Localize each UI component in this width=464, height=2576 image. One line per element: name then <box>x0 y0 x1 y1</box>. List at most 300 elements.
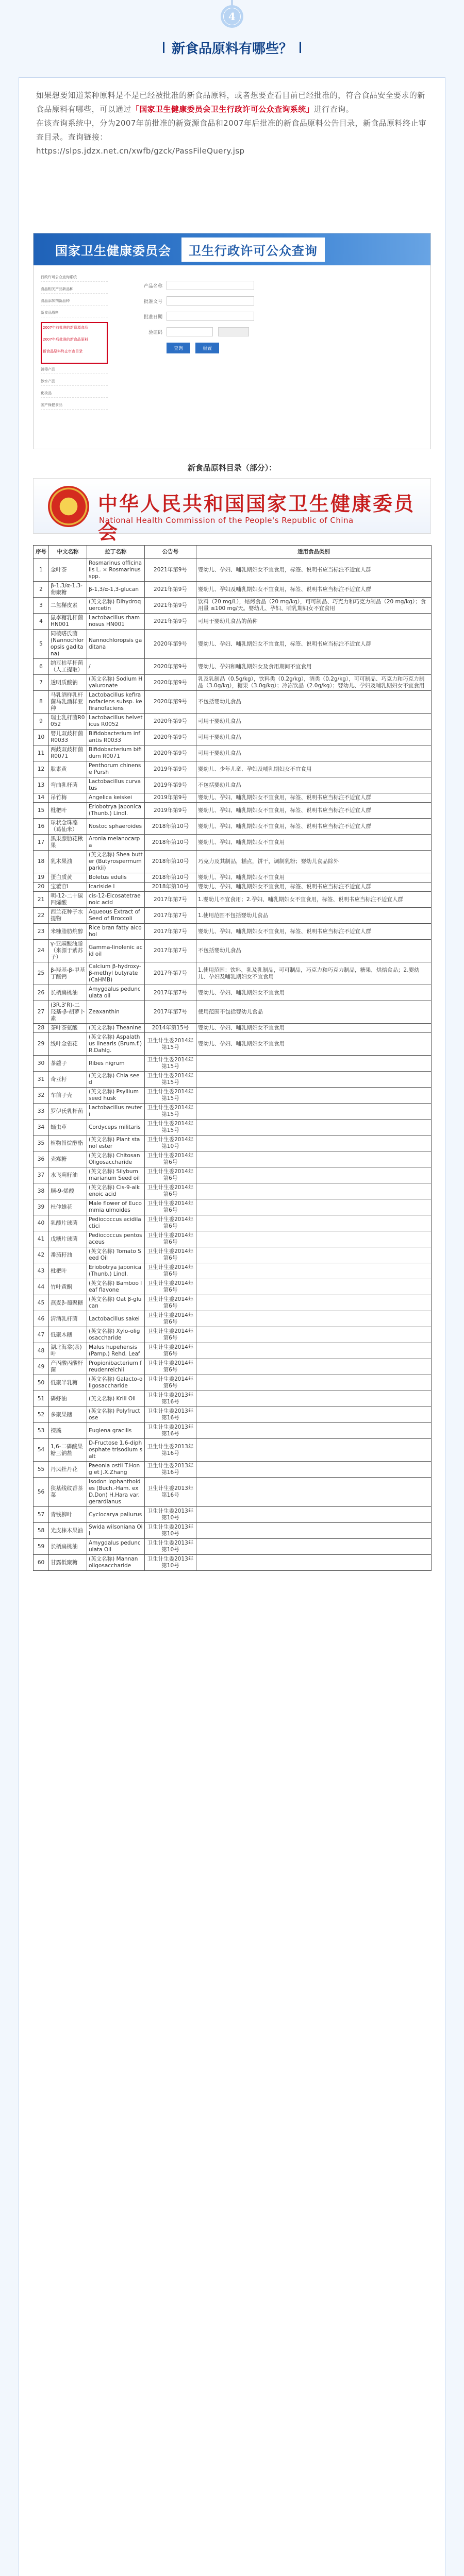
table-row <box>34 1343 432 1359</box>
table-cell: (英文名称) Plant stanol ester <box>87 1136 145 1151</box>
table-row <box>34 1439 432 1462</box>
table-row <box>34 745 432 761</box>
table-cell: β-羟基-β-甲基丁酸钙 <box>49 962 87 985</box>
table-cell: Cordyceps militaris <box>87 1120 145 1136</box>
table-cell: 卫生计生委2014年第6号 <box>145 1231 196 1247</box>
table-cell: 37 <box>34 1167 49 1183</box>
table-row <box>34 1423 432 1439</box>
table-cell: 卫生计生委2013年第10号 <box>145 1555 196 1571</box>
table-cell: 2020年第9号 <box>145 730 196 745</box>
table-row <box>34 582 432 598</box>
table-cell: γ-亚麻酸油脂（来源于紫苏子） <box>49 940 87 962</box>
captcha-input[interactable] <box>167 327 213 336</box>
table-cell: Icariside I <box>87 883 145 892</box>
search-button[interactable]: 查询 <box>167 343 190 353</box>
table-cell: 27 <box>34 1001 49 1024</box>
table-cell: 2017年第7号 <box>145 892 196 908</box>
table-cell: 婴幼儿、孕妇、哺乳期妇女不宜食用，标签、说明书应当标注不适宜人群 <box>196 924 432 940</box>
table-row <box>34 1523 432 1539</box>
table-cell: 婴幼儿、孕妇、哺乳期妇女不宜食用，标签、说明书应当标注不适宜人群 <box>196 559 432 582</box>
table-row <box>34 1295 432 1311</box>
table-cell: Calcium β-hydroxy-β-methyl butyrate (CaHMB) <box>87 962 145 985</box>
intro-p1-end: 进行查询。 <box>314 105 354 114</box>
product-name-input[interactable] <box>167 281 254 290</box>
table-cell: 可用于婴幼儿食品 <box>196 714 432 730</box>
table-cell: 60 <box>34 1555 49 1571</box>
table-cell: 卫生计生委2014年第6号 <box>145 1327 196 1343</box>
table-cell: 婴幼儿、少年儿童、孕妇及哺乳期妇女不宜食用 <box>196 761 432 777</box>
table-cell: 燕麦β-葡聚糖 <box>49 1295 87 1311</box>
table-cell: 2018年第10号 <box>145 873 196 883</box>
system-name: 卫生行政许可公众查询 <box>181 238 325 262</box>
table-cell <box>196 1072 432 1088</box>
table-cell: 2018年第10号 <box>145 835 196 851</box>
table-cell: D-Fructose 1,6-diphosphate trisodium salt <box>87 1439 145 1462</box>
table-cell: 蛹虫草 <box>49 1120 87 1136</box>
table-cell: 58 <box>34 1523 49 1539</box>
reset-button[interactable]: 重置 <box>195 343 219 353</box>
table-row <box>34 1215 432 1231</box>
intro-p1: 如果想要知道某种原料是不是已经被批准的新食品原料，或者想要查看目前已经批准的，符合食品安全要求的新食品原料有哪些，可以通过 <box>36 91 425 114</box>
table-row <box>34 1247 432 1263</box>
nhc-name-cn: 中华人民共和国国家卫生健康委员会 <box>98 492 416 544</box>
nhc-name-en: National Health Commission of the People's Republic of China <box>99 516 354 525</box>
table-cell: 2019年第9号 <box>145 803 196 819</box>
table-cell <box>196 1359 432 1375</box>
table-cell: 2017年第7号 <box>145 962 196 985</box>
table-cell: Swida wilsoniana Oil <box>87 1523 145 1539</box>
table-cell <box>196 1327 432 1343</box>
table-cell: 卫生计生委2013年第10号 <box>145 1523 196 1539</box>
table-cell: 23 <box>34 924 49 940</box>
table-cell <box>196 1279 432 1295</box>
table-cell: 12 <box>34 761 49 777</box>
table-row <box>34 675 432 691</box>
table-row <box>34 1231 432 1247</box>
table-cell: 婴幼儿、孕妇、哺乳期妇女不宜食用 <box>196 1033 432 1056</box>
sidebar-item[interactable]: 2007年前批准的新资源食品 <box>43 326 88 330</box>
table-cell: 婴幼儿、孕妇、哺乳期妇女不宜食用，标签、说明书应当标注不适宜人群 <box>196 793 432 803</box>
table-cell: 33 <box>34 1104 49 1120</box>
table-cell: 戊糖片球菌 <box>49 1231 87 1247</box>
table-cell: 水飞蓟籽油 <box>49 1167 87 1183</box>
sidebar-item[interactable]: 行政许可公众查询系统 <box>41 275 108 282</box>
table-header-row <box>34 546 432 559</box>
table-cell: (英文名称) Psyllium seed husk <box>87 1088 145 1104</box>
table-cell <box>196 1311 432 1327</box>
table-cell: 2017年第7号 <box>145 924 196 940</box>
table-cell: 24 <box>34 940 49 962</box>
table-cell: 50 <box>34 1375 49 1391</box>
table-cell: 婴幼儿、孕妇、哺乳期妇女不宜食用 <box>196 873 432 883</box>
table-cell: 55 <box>34 1462 49 1478</box>
table-cell <box>196 1555 432 1571</box>
field-label: 批准日期 <box>143 314 162 320</box>
table-cell: 可用于婴幼儿食品 <box>196 730 432 745</box>
table-cell: 狭基线纹香茶菜 <box>49 1478 87 1507</box>
table-row <box>34 1391 432 1407</box>
table-row <box>34 1151 432 1167</box>
table-cell <box>196 1462 432 1478</box>
table-cell: 2020年第9号 <box>145 714 196 730</box>
table-cell: 乳及乳制品（0.5g/kg），饮料类（0.2g/kg），酒类（0.2g/kg），可可制品、巧克力和巧克力制品（3.0g/kg），糖果（3.0g/kg）；冷冻饮品（2.0g/kg）；婴幼儿、孕妇及哺乳期妇女不宜食用 <box>196 675 432 691</box>
table-cell: 2017年第7号 <box>145 985 196 1001</box>
table-row <box>34 1279 432 1295</box>
table-cell: 57 <box>34 1507 49 1523</box>
nhc-banner <box>33 478 431 544</box>
table-cell: (英文名称) Theanine <box>87 1024 145 1033</box>
field-label: 批准文号 <box>143 299 162 304</box>
table-cell: 42 <box>34 1247 49 1263</box>
table-cell: (英文名称) Oat β-glucan <box>87 1295 145 1311</box>
table-cell: 48 <box>34 1343 49 1359</box>
table-row <box>34 883 432 892</box>
table-row <box>34 793 432 803</box>
table-cell: Ribes nigrum <box>87 1056 145 1072</box>
table-cell: Rosmarinus officinalis L. × Rosmarinus spp. <box>87 559 145 582</box>
table-cell: Paeonia ostii T.Hong et J.X.Zhang <box>87 1462 145 1478</box>
table-row <box>34 691 432 714</box>
query-link[interactable]: https://slps.jdzx.net.cn/xwfb/gzck/PassFileQuery.jsp <box>36 146 245 156</box>
table-row <box>34 659 432 675</box>
table-row <box>34 1024 432 1033</box>
table-cell: 婴儿双歧杆菌R0033 <box>49 730 87 745</box>
table-row <box>34 1167 432 1183</box>
table-cell: 6 <box>34 659 49 675</box>
header-announcement: 公告号 <box>145 546 196 559</box>
table-cell: 瑞士乳杆菌R0052 <box>49 714 87 730</box>
table-cell: 二氢槲皮素 <box>49 598 87 614</box>
table-cell: Lactobacillus rhamnosus HN001 <box>87 614 145 630</box>
table-cell: Lactobacillus sakei <box>87 1311 145 1327</box>
table-cell: 纳豆枯草杆菌（人工提取） <box>49 659 87 675</box>
sidebar-item[interactable]: 食品添加剂新品种 <box>41 298 108 306</box>
query-sidebar <box>41 275 108 414</box>
table-row <box>34 1327 432 1343</box>
table-row <box>34 730 432 745</box>
table-cell: 56 <box>34 1478 49 1507</box>
table-cell: 卫生计生委2014年第6号 <box>145 1295 196 1311</box>
table-row <box>34 908 432 924</box>
table-cell: 8 <box>34 691 49 714</box>
table-cell: 清酒乳杆菌 <box>49 1311 87 1327</box>
table-cell: Rice bran fatty alcohol <box>87 924 145 940</box>
table-cell: 25 <box>34 962 49 985</box>
table-cell: 婴幼儿、孕妇、哺乳期妇女不宜食用 <box>196 985 432 1001</box>
table-cell: 青钱柳叶 <box>49 1507 87 1523</box>
table-cell <box>196 1539 432 1555</box>
table-cell: 卫生计生委2013年第16号 <box>145 1462 196 1478</box>
table-cell: β-1,3/α-1,3-葡聚糖 <box>49 582 87 598</box>
table-row <box>34 714 432 730</box>
sidebar-item[interactable]: 国产保健食品 <box>41 402 108 410</box>
table-cell: 53 <box>34 1423 49 1439</box>
table-cell: 不包括婴幼儿食品 <box>196 940 432 962</box>
table-cell: 2017年第7号 <box>145 940 196 962</box>
table-cell: 甘露低聚糖 <box>49 1555 87 1571</box>
table-row <box>34 559 432 582</box>
table-cell: Lactobacillus kefiranofaciens subsp. kefiranofaciens <box>87 691 145 714</box>
table-row <box>34 1136 432 1151</box>
table-cell <box>196 1263 432 1279</box>
table-cell: 卫生计生委2014年第6号 <box>145 1183 196 1199</box>
table-cell: Nostoc sphaeroides <box>87 819 145 835</box>
table-row <box>34 1001 432 1024</box>
table-cell: (英文名称) Galacto-oligosaccharide <box>87 1375 145 1391</box>
table-row <box>34 1199 432 1215</box>
section-number-badge: 4 <box>221 5 243 28</box>
table-cell: 18 <box>34 851 49 873</box>
table-cell <box>196 1183 432 1199</box>
table-row <box>34 1033 432 1056</box>
table-cell: 长柄扁桃油 <box>49 985 87 1001</box>
table-cell: Isodon lophanthoides (Buch.-Ham. ex D.Don) H.Hara var. gerardianus <box>87 1478 145 1507</box>
table-cell <box>196 1151 432 1167</box>
table-row <box>34 777 432 793</box>
table-cell: 2021年第9号 <box>145 559 196 582</box>
table-cell: 2 <box>34 582 49 598</box>
table-cell: 卫生计生委2014年第6号 <box>145 1343 196 1359</box>
table-cell: 车前子壳 <box>49 1088 87 1104</box>
section-heading <box>0 36 464 59</box>
table-cell: 2020年第9号 <box>145 630 196 659</box>
table-cell: (3R,3'R)-二羟基-β-胡萝卜素 <box>49 1001 87 1024</box>
table-cell: 马乳酒样乳杆菌马乳酒样亚种 <box>49 691 87 714</box>
table-cell: 20 <box>34 883 49 892</box>
table-cell: 鼠李糖乳杆菌HN001 <box>49 614 87 630</box>
table-cell: 16 <box>34 819 49 835</box>
section-title: 新食品原料有哪些？ <box>171 41 292 57</box>
table-cell: 两歧双歧杆菌R0071 <box>49 745 87 761</box>
table-row <box>34 1462 432 1478</box>
table-cell: 17 <box>34 835 49 851</box>
table-cell: 45 <box>34 1295 49 1311</box>
table-cell: 19 <box>34 873 49 883</box>
table-cell: 13 <box>34 777 49 793</box>
table-cell <box>196 1215 432 1231</box>
table-cell: 饮料（20 mg/L），焙烤食品（20 mg/kg），可可制品、巧克力和巧克力制品（20 mg/kg）；食用量 ≤100 mg/天。婴幼儿、孕妇、哺乳期妇女不宜食用 <box>196 598 432 614</box>
table-cell: 枇杷叶 <box>49 1263 87 1279</box>
table-cell: 罗伊氏乳杆菌 <box>49 1104 87 1120</box>
table-cell: 吊竹梅 <box>49 793 87 803</box>
table-cell: 35 <box>34 1136 49 1151</box>
table-cell: 47 <box>34 1327 49 1343</box>
table-cell: 卫生计生委2014年第15号 <box>145 1056 196 1072</box>
sidebar-item[interactable]: 2007年后批准的新食品原料 <box>43 337 88 342</box>
table-cell: 49 <box>34 1359 49 1375</box>
table-cell: 2017年第7号 <box>145 908 196 924</box>
table-cell: 5 <box>34 630 49 659</box>
sidebar-item[interactable]: 涉水产品 <box>41 379 108 386</box>
table-cell <box>196 1423 432 1439</box>
table-row <box>34 1375 432 1391</box>
table-cell: 卫生计生委2014年第6号 <box>145 1247 196 1263</box>
table-row <box>34 614 432 630</box>
table-cell: 可用于婴幼儿食品的菌种 <box>196 614 432 630</box>
table-cell: 2017年第7号 <box>145 1001 196 1024</box>
table-cell <box>196 1507 432 1523</box>
table-cell: 婴幼儿、孕妇和哺乳期妇女及食用期间不宜食用 <box>196 659 432 675</box>
table-cell: 长柄扁桃油 <box>49 1539 87 1555</box>
table-cell: 植物甾烷醇酯 <box>49 1136 87 1151</box>
table-cell: 46 <box>34 1311 49 1327</box>
table-cell: Eriobotrya japonica (Thunb.) Lindl. <box>87 1263 145 1279</box>
table-cell: Euglena gracilis <box>87 1423 145 1439</box>
table-cell: 卫生计生委2014年第15号 <box>145 1072 196 1088</box>
table-cell: 卫生计生委2013年第16号 <box>145 1478 196 1507</box>
query-system-screenshot <box>33 233 431 449</box>
table-cell: 51 <box>34 1391 49 1407</box>
org-name: 国家卫生健康委员会 <box>55 243 171 258</box>
table-cell: 婴幼儿、孕妇、哺乳期妇女不宜食用，标签、说明书应当标注不适宜人群 <box>196 803 432 819</box>
table-row <box>34 1088 432 1104</box>
table-row <box>34 1104 432 1120</box>
approval-number-input[interactable] <box>167 296 254 306</box>
table-row <box>34 1507 432 1523</box>
table-cell: 奇亚籽 <box>49 1072 87 1088</box>
header-cn-name: 中文名称 <box>49 546 87 559</box>
table-cell: 壳寡糖 <box>49 1151 87 1167</box>
title-bar-right <box>300 42 301 53</box>
table-cell: 裸藻 <box>49 1423 87 1439</box>
table-cell: 光皮梾木果油 <box>49 1523 87 1539</box>
table-cell: Boletus edulis <box>87 873 145 883</box>
table-cell <box>196 1136 432 1151</box>
table-cell <box>196 1167 432 1183</box>
table-cell: 乳木果油 <box>49 851 87 873</box>
table-cell: 卫生计生委2014年第15号 <box>145 1033 196 1056</box>
table-cell: Angelica keiskei <box>87 793 145 803</box>
table-cell: (英文名称) Sodium Hyaluronate <box>87 675 145 691</box>
table-cell: 湖北海棠(茶)叶 <box>49 1343 87 1359</box>
table-cell: 枇杷叶 <box>49 803 87 819</box>
table-cell: Lactobacillus helveticus R0052 <box>87 714 145 730</box>
table-cell <box>196 1375 432 1391</box>
table-cell: β-1,3/α-1,3-glucan <box>87 582 145 598</box>
table-row <box>34 1072 432 1088</box>
table-row <box>34 1407 432 1423</box>
sidebar-item[interactable]: 化妆品 <box>41 391 108 398</box>
table-cell: Amygdalus pedunculata Oil <box>87 1539 145 1555</box>
table-cell: cis-12-Eicosatetraenoic acid <box>87 892 145 908</box>
table-row <box>34 598 432 614</box>
table-cell: 43 <box>34 1263 49 1279</box>
table-cell: 2020年第9号 <box>145 675 196 691</box>
table-cell: Nannochloropsis gaditana <box>87 630 145 659</box>
table-cell: 卫生计生委2014年第6号 <box>145 1151 196 1167</box>
table-row <box>34 803 432 819</box>
sidebar-item[interactable]: 消毒产品 <box>41 367 108 374</box>
approval-date-input[interactable] <box>167 312 254 321</box>
table-row <box>34 940 432 962</box>
table-cell: Pediococcus pentosaceus <box>87 1231 145 1247</box>
table-cell: 顺-9-烯酸 <box>49 1183 87 1199</box>
table-cell: (英文名称) Cis-9-alkenoic acid <box>87 1183 145 1199</box>
sidebar-item[interactable]: 新食品原料 <box>41 310 108 317</box>
table-cell: 婴幼儿、孕妇、哺乳期妇女不宜食用，标签、说明书应当标注不适宜人群 <box>196 819 432 835</box>
query-form <box>131 281 254 353</box>
table-row <box>34 630 432 659</box>
table-cell: 卫生计生委2014年第6号 <box>145 1199 196 1215</box>
field-label: 验证码 <box>148 330 162 335</box>
table-cell: (英文名称) Aspalathus linearis (Brum.f.) R.Dahlg. <box>87 1033 145 1056</box>
table-cell: 使用范围不包括婴幼儿食品 <box>196 1001 432 1024</box>
table-cell: 40 <box>34 1215 49 1231</box>
table-row <box>34 1183 432 1199</box>
table-cell: 15 <box>34 803 49 819</box>
table-cell: 22 <box>34 908 49 924</box>
table-cell: Lactobacillus reuteri <box>87 1104 145 1120</box>
table-cell: 41 <box>34 1231 49 1247</box>
table-row <box>34 962 432 985</box>
table-cell: 婴幼儿、孕妇、哺乳期妇女不宜食用，标签、说明书应当标注不适宜人群 <box>196 630 432 659</box>
table-cell <box>196 1199 432 1215</box>
table-cell: 婴幼儿、孕妇、哺乳期妇女不宜食用 <box>196 1024 432 1033</box>
table-row <box>34 924 432 940</box>
intro-text <box>36 89 428 158</box>
table-cell: 卫生计生委2014年第15号 <box>145 1120 196 1136</box>
table-cell: 卫生计生委2014年第6号 <box>145 1279 196 1295</box>
sidebar-item[interactable]: 新食品原料终止审查目录 <box>43 349 82 353</box>
table-cell: Pediococcus acidilactici <box>87 1215 145 1231</box>
sidebar-item[interactable]: 食品相关产品新品种 <box>41 286 108 294</box>
table-row <box>34 819 432 835</box>
table-cell: 婴幼儿、孕妇、哺乳期妇女不宜食用，标签、说明书应当标注不适宜人群 <box>196 883 432 892</box>
table-cell: 不包括婴幼儿食品 <box>196 777 432 793</box>
table-cell: 1.使用范围不包括婴幼儿食品 <box>196 908 432 924</box>
header-no: 序号 <box>34 546 49 559</box>
table-cell: 杜仲雄花 <box>49 1199 87 1215</box>
table-cell: 卫生计生委2013年第16号 <box>145 1439 196 1462</box>
captcha-image[interactable] <box>218 327 249 336</box>
table-row <box>34 1478 432 1507</box>
table-cell: 31 <box>34 1072 49 1088</box>
table-cell: 茶藨子 <box>49 1056 87 1072</box>
table-cell: (英文名称) Mannan oligosaccharide <box>87 1555 145 1571</box>
table-cell: 3 <box>34 598 49 614</box>
table-cell: 卫生计生委2014年第6号 <box>145 1311 196 1327</box>
table-cell: 1.使用范围：饮料，乳及乳制品，可可制品，巧克力和巧克力制品，糖果，烘焙食品；2.婴幼儿、孕妇及哺乳期妇女不宜食用 <box>196 962 432 985</box>
table-cell: 明-12-二十碳四烯酸 <box>49 892 87 908</box>
table-cell: Gamma-linolenic acid oil <box>87 940 145 962</box>
field-label: 产品名称 <box>143 283 162 289</box>
table-cell <box>196 1343 432 1359</box>
table-cell: 29 <box>34 1033 49 1056</box>
table-cell: (英文名称) Krill Oil <box>87 1391 145 1407</box>
header-latin-name: 拉丁名称 <box>87 546 145 559</box>
table-cell: 可用于婴幼儿食品 <box>196 745 432 761</box>
table-cell: 西兰花种子水提物 <box>49 908 87 924</box>
table-cell: 米糠脂肪烷醇 <box>49 924 87 940</box>
table-cell: 金叶茶 <box>49 559 87 582</box>
table-cell <box>196 1439 432 1462</box>
table-cell: Penthorum chinense Pursh <box>87 761 145 777</box>
table-cell: 2020年第9号 <box>145 745 196 761</box>
table-cell: 28 <box>34 1024 49 1033</box>
table-cell <box>196 1056 432 1072</box>
table-row <box>34 1263 432 1279</box>
table-cell: (英文名称) Chitosan Oligosaccharide <box>87 1151 145 1167</box>
table-cell: 卫生计生委2014年第6号 <box>145 1263 196 1279</box>
table-cell: (英文名称) Dihydroquercetin <box>87 598 145 614</box>
table-cell: 弯曲乳杆菌 <box>49 777 87 793</box>
table-cell: 34 <box>34 1120 49 1136</box>
table-cell <box>196 1231 432 1247</box>
table-cell: 59 <box>34 1539 49 1555</box>
table-cell: 不包括婴幼儿食品 <box>196 691 432 714</box>
table-cell <box>196 1295 432 1311</box>
table-cell <box>196 1391 432 1407</box>
